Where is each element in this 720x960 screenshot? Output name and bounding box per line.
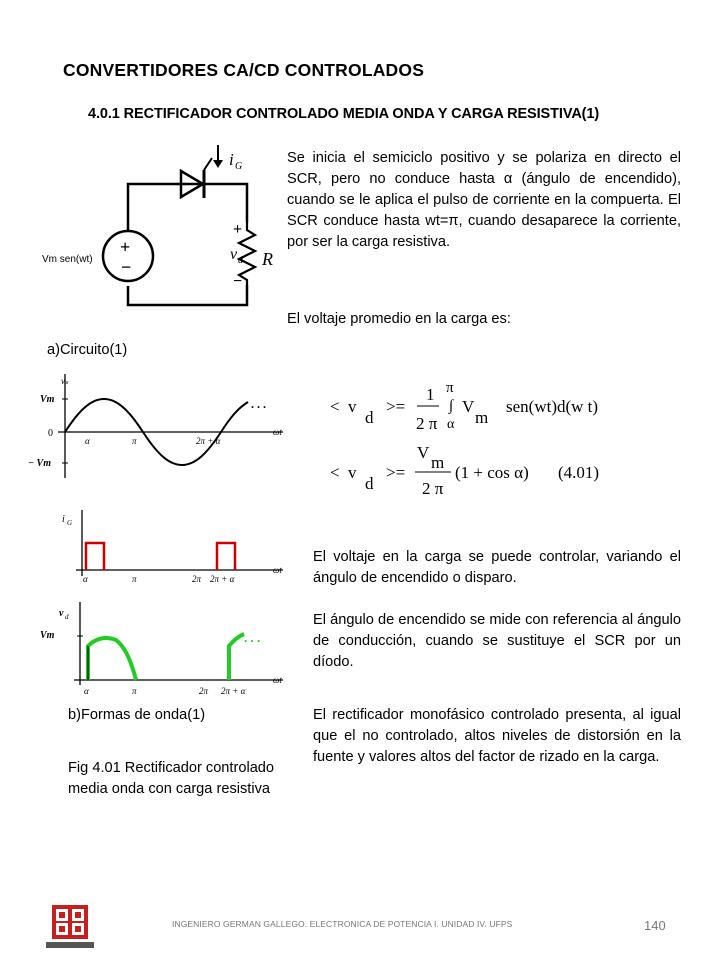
gate-pulse-1: [86, 543, 104, 570]
equations: [325, 378, 685, 498]
eq1-v: v: [348, 397, 357, 416]
eq1-num: 1: [426, 385, 435, 404]
gate-pulse-2: [217, 543, 235, 570]
paragraph-distortion: El rectificador monofásico controlado presenta, al igual que el no controlado, altos niveles de distorsión en la fuente y valores altos del factor de rizado en la carga.: [313, 707, 681, 765]
eq2-gt: >=: [386, 463, 406, 482]
section-subtitle: 4.0.1 RECTIFICADOR CONTROLADO MEDIA ONDA Y CARGA RESISTIVA(1): [88, 106, 600, 122]
ig-alpha-tick: α: [83, 574, 88, 584]
load-continuation-dots: . . .: [244, 630, 261, 645]
source-label: Vm sen(wt): [42, 254, 93, 265]
footer-text: INGENIERO GERMAN GALLEGO. ELECTRONICA DE POTENCIA I. UNIDAD IV. UFPS: [172, 919, 513, 929]
load-plus: +: [233, 221, 243, 238]
vd-alpha-tick: α: [84, 686, 89, 696]
eq1-upper-limit: π: [446, 380, 454, 396]
eq1-den: 2 π: [416, 414, 438, 433]
eq1-gt: >=: [386, 397, 406, 416]
paragraph-voltage-control: El voltaje en la carga se puede controlar, variando el ángulo de encendido o disparo.: [313, 549, 681, 586]
source-waveform: [28, 372, 290, 482]
ig-two-pi-alpha-tick: 2π + α: [210, 574, 235, 584]
zero-label: 0: [48, 428, 53, 439]
page-number: 140: [644, 918, 666, 933]
vd-two-pi-alpha-tick: 2π + α: [221, 686, 246, 696]
vd-axis-label: v: [59, 608, 64, 619]
ig-wt-label: ωt: [273, 565, 282, 575]
load-voltage-waveform: [28, 600, 290, 705]
gate-current-label: i: [229, 150, 234, 169]
vd-two-pi-tick: 2π: [199, 686, 209, 696]
wt-label: ωt: [273, 427, 282, 437]
ig-two-pi-tick: 2π: [192, 574, 202, 584]
eq2-ref: (4.01): [558, 463, 600, 482]
eq1-d: d: [365, 408, 374, 427]
caption-circuit: a)Circuito(1): [47, 342, 128, 358]
load-voltage-label: v: [230, 246, 238, 263]
eq1-lt: <: [330, 397, 340, 416]
paragraph-scr-operation: Se inicia el semiciclo positivo y se polariza en directo el SCR, pero no conduce hasta α (ángulo de encendido), cuando se le aplica el pulso de corriente en la compuerta. El SCR conduce hasta wt=π, cuando desaparece la corriente, por ser la carga resistiva.: [287, 150, 681, 250]
pi-tick: π: [132, 436, 137, 446]
source-minus: −: [121, 257, 132, 277]
two-pi-alpha-tick: 2π + α: [196, 436, 221, 446]
eq1-m: m: [475, 408, 489, 427]
ig-axis-sub: G: [67, 519, 73, 527]
eq2-num-m: m: [431, 453, 445, 472]
eq2-d: d: [365, 474, 374, 493]
eq2-lt: <: [330, 463, 340, 482]
circuit-diagram: [40, 140, 290, 345]
vd-wt-label: ωt: [273, 675, 282, 685]
ig-pi-tick: π: [132, 574, 137, 584]
gate-current-waveform: [28, 508, 290, 588]
vd-vm-label: Vm: [40, 630, 55, 641]
load-voltage-sub: d: [238, 255, 243, 266]
alpha-tick: α: [85, 436, 90, 446]
eq1-rest: sen(wt)d(w t): [506, 397, 599, 416]
eq1-V: V: [462, 397, 475, 416]
resistor-label: R: [262, 249, 273, 269]
vm-pos-label: Vm: [40, 394, 55, 405]
vd-axis-sub: d: [65, 613, 69, 621]
continuation-dots: . . .: [251, 397, 266, 411]
paragraph-firing-angle: El ángulo de encendido se mide con referencia al ángulo de conducción, cuando se sustituye el SCR por un díodo.: [313, 612, 681, 670]
load-wave-2: [229, 634, 244, 680]
eq2-paren: (1 + cos α): [455, 463, 529, 482]
load-minus: −: [233, 273, 243, 290]
source-plus: +: [120, 237, 131, 257]
eq2-v: v: [348, 463, 357, 482]
vd-pi-tick: π: [132, 686, 137, 696]
eq2-den: 2 π: [422, 479, 444, 498]
ufps-logo: [42, 905, 98, 951]
eq2-num-V: V: [417, 443, 430, 462]
page-title: CONVERTIDORES CA/CD CONTROLADOS: [63, 60, 425, 80]
figure-caption: Fig 4.01 Rectificador controlado media onda con carga resistiva: [68, 760, 275, 797]
caption-waveforms: b)Formas de onda(1): [68, 707, 206, 723]
eq1-lower-limit: α: [447, 417, 455, 432]
load-wave-1: [88, 638, 136, 680]
paragraph-average-voltage-intro: El voltaje promedio en la carga es:: [287, 311, 511, 327]
vm-neg-label: − Vm: [28, 458, 52, 469]
eq1-integral: ∫: [449, 398, 454, 414]
gate-current-sub: G: [235, 161, 243, 172]
vs-axis-label: vₛ: [61, 376, 69, 386]
ig-axis-label: i: [62, 514, 65, 525]
